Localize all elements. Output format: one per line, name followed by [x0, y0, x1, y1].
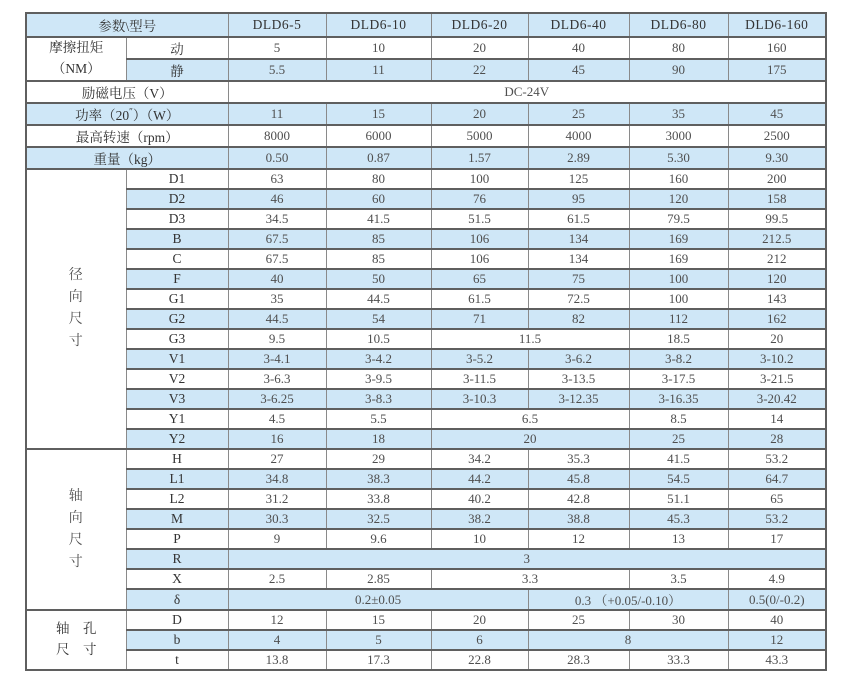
value-cell: 10.5 [326, 329, 431, 349]
model-header: DLD6-40 [528, 13, 629, 37]
table-row [26, 329, 826, 349]
value-cell: 125 [528, 169, 629, 189]
value-cell: 20 [431, 610, 528, 630]
value-cell: 79.5 [629, 209, 728, 229]
value-cell: 43.3 [728, 650, 826, 670]
value-cell: 12 [228, 610, 326, 630]
row-label-cell: B [126, 229, 228, 249]
value-cell: 46 [228, 189, 326, 209]
value-cell: 40.2 [431, 489, 528, 509]
value-cell: 12 [728, 630, 826, 650]
value-cell: 41.5 [326, 209, 431, 229]
row-label-weight: 重量（kg） [26, 147, 228, 169]
value-cell: 44.5 [228, 309, 326, 329]
value-cell: 5 [228, 37, 326, 59]
table-row [26, 389, 826, 409]
value-cell: 120 [728, 269, 826, 289]
row-label-cell: R [126, 549, 228, 569]
value-cell: 3-13.5 [528, 369, 629, 389]
row-label-cell: L1 [126, 469, 228, 489]
value-cell: 160 [629, 169, 728, 189]
header-row [26, 13, 826, 37]
value-cell: 3-8.3 [326, 389, 431, 409]
row-label-max-speed: 最高转速（rpm） [26, 125, 228, 147]
value-cell: 25 [629, 429, 728, 449]
value-cell: 40 [228, 269, 326, 289]
value-cell: 41.5 [629, 449, 728, 469]
value-cell: 22 [431, 59, 528, 81]
value-cell: 0.2±0.05 [228, 589, 528, 610]
value-cell: 12 [528, 529, 629, 549]
row-label-cell: Y2 [126, 429, 228, 449]
value-cell: 54 [326, 309, 431, 329]
value-cell: 17 [728, 529, 826, 549]
value-cell: 3-4.1 [228, 349, 326, 369]
table-row [26, 369, 826, 389]
table-row [26, 489, 826, 509]
model-header: DLD6-20 [431, 13, 528, 37]
model-header: DLD6-10 [326, 13, 431, 37]
row-label-cell: V3 [126, 389, 228, 409]
value-cell: 3-17.5 [629, 369, 728, 389]
table-row [26, 449, 826, 469]
voltage-value: DC-24V [228, 81, 826, 103]
value-cell: 28.3 [528, 650, 629, 670]
value-cell: 18.5 [629, 329, 728, 349]
value-cell: 32.5 [326, 509, 431, 529]
value-cell: 162 [728, 309, 826, 329]
value-cell: 22.8 [431, 650, 528, 670]
value-cell: 25 [528, 610, 629, 630]
table-row [26, 289, 826, 309]
value-cell: 2.89 [528, 147, 629, 169]
value-cell: 35.3 [528, 449, 629, 469]
table-row [26, 81, 826, 103]
value-cell: 53.2 [728, 449, 826, 469]
value-cell: 6.5 [431, 409, 629, 429]
value-cell: 169 [629, 229, 728, 249]
value-cell: 6000 [326, 125, 431, 147]
model-header: DLD6-160 [728, 13, 826, 37]
value-cell: 35 [228, 289, 326, 309]
value-cell: 85 [326, 229, 431, 249]
value-cell: 10 [326, 37, 431, 59]
value-cell: 3-11.5 [431, 369, 528, 389]
value-cell: 8.5 [629, 409, 728, 429]
value-cell: 44.5 [326, 289, 431, 309]
value-cell: 160 [728, 37, 826, 59]
value-cell: 2.85 [326, 569, 431, 589]
row-label-cell: D3 [126, 209, 228, 229]
value-cell: 9.6 [326, 529, 431, 549]
value-cell: 9 [228, 529, 326, 549]
row-label-cell: C [126, 249, 228, 269]
row-label-cell: G2 [126, 309, 228, 329]
row-label-cell: δ [126, 589, 228, 610]
value-cell: 17.3 [326, 650, 431, 670]
table-row [26, 589, 826, 610]
value-cell: 29 [326, 449, 431, 469]
model-header: DLD6-80 [629, 13, 728, 37]
value-cell: 0.87 [326, 147, 431, 169]
value-cell: 106 [431, 229, 528, 249]
value-cell: 134 [528, 249, 629, 269]
value-cell: 15 [326, 103, 431, 125]
row-label-cell: Y1 [126, 409, 228, 429]
row-label-cell: G1 [126, 289, 228, 309]
table-row [26, 309, 826, 329]
value-cell: 3-12.35 [528, 389, 629, 409]
value-cell: 45.8 [528, 469, 629, 489]
table-row [26, 569, 826, 589]
value-cell: 33.3 [629, 650, 728, 670]
value-cell: 143 [728, 289, 826, 309]
value-cell: 0.5(0/-0.2) [728, 589, 826, 610]
value-cell: 8 [528, 630, 728, 650]
value-cell: 60 [326, 189, 431, 209]
row-label-cell: V1 [126, 349, 228, 369]
value-cell: 63 [228, 169, 326, 189]
table-row [26, 147, 826, 169]
value-cell: 99.5 [728, 209, 826, 229]
value-cell: 5.5 [228, 59, 326, 81]
value-cell: 13.8 [228, 650, 326, 670]
value-cell: 120 [629, 189, 728, 209]
value-cell: 106 [431, 249, 528, 269]
value-cell: 212.5 [728, 229, 826, 249]
value-cell: 61.5 [431, 289, 528, 309]
value-cell: 65 [728, 489, 826, 509]
value-cell: 20 [728, 329, 826, 349]
value-cell: 34.5 [228, 209, 326, 229]
row-label-cell: L2 [126, 489, 228, 509]
value-cell: 67.5 [228, 249, 326, 269]
table-row [26, 59, 826, 81]
value-cell: 100 [629, 289, 728, 309]
table-row [26, 509, 826, 529]
row-label-power: 功率（20″）（W） [26, 103, 228, 125]
table-row [26, 249, 826, 269]
row-label-cell: D2 [126, 189, 228, 209]
value-cell: 35 [629, 103, 728, 125]
value-cell: 9.30 [728, 147, 826, 169]
value-cell: 80 [326, 169, 431, 189]
value-cell: 3-10.3 [431, 389, 528, 409]
corner-header: 参数\型号 [26, 13, 228, 37]
table-row [26, 630, 826, 650]
value-cell: 45 [528, 59, 629, 81]
row-label-cell: D [126, 610, 228, 630]
value-cell: 200 [728, 169, 826, 189]
value-cell: 72.5 [528, 289, 629, 309]
value-cell: 28 [728, 429, 826, 449]
row-label-cell: V2 [126, 369, 228, 389]
row-label-dynamic: 动 [126, 37, 228, 59]
section-label-axial-dimensions: 轴 向 尺 寸 [26, 449, 126, 610]
table-row [26, 650, 826, 670]
table-row [26, 409, 826, 429]
row-label-cell: D1 [126, 169, 228, 189]
table-row [26, 103, 826, 125]
value-cell: 65 [431, 269, 528, 289]
value-cell: 90 [629, 59, 728, 81]
value-cell: 3-9.5 [326, 369, 431, 389]
value-cell: 33.8 [326, 489, 431, 509]
value-cell: 16 [228, 429, 326, 449]
value-cell: 3-5.2 [431, 349, 528, 369]
value-cell: 9.5 [228, 329, 326, 349]
row-label-excitation-voltage: 励磁电压（V） [26, 81, 228, 103]
value-cell: 25 [528, 103, 629, 125]
table-row [26, 37, 826, 59]
spec-table-body [26, 13, 826, 670]
value-cell: 18 [326, 429, 431, 449]
value-cell: 30 [629, 610, 728, 630]
value-cell: 0.3 （+0.05/-0.10） [528, 589, 728, 610]
table-row [26, 209, 826, 229]
value-cell: 100 [629, 269, 728, 289]
value-cell: 3.5 [629, 569, 728, 589]
row-label-cell: b [126, 630, 228, 650]
value-cell: 51.5 [431, 209, 528, 229]
value-cell: 75 [528, 269, 629, 289]
value-cell: 112 [629, 309, 728, 329]
row-label-cell: F [126, 269, 228, 289]
table-row [26, 189, 826, 209]
value-cell: 38.2 [431, 509, 528, 529]
section-label-radial-dimensions: 径 向 尺 寸 [26, 169, 126, 449]
value-cell: 30.3 [228, 509, 326, 529]
table-row [26, 229, 826, 249]
value-cell: 64.7 [728, 469, 826, 489]
value-cell: 5 [326, 630, 431, 650]
value-cell: 3-6.3 [228, 369, 326, 389]
value-cell: 13 [629, 529, 728, 549]
value-cell: 38.3 [326, 469, 431, 489]
value-cell: 14 [728, 409, 826, 429]
value-cell: 4 [228, 630, 326, 650]
value-cell: 3-20.42 [728, 389, 826, 409]
value-cell: 10 [431, 529, 528, 549]
value-cell: 5.5 [326, 409, 431, 429]
value-cell: 38.8 [528, 509, 629, 529]
value-cell: 3-8.2 [629, 349, 728, 369]
value-cell: 76 [431, 189, 528, 209]
spec-table [25, 12, 827, 671]
row-label-friction-torque: 摩擦扭矩 （NM） [26, 37, 126, 81]
value-cell: 3-6.2 [528, 349, 629, 369]
value-cell: 8000 [228, 125, 326, 147]
value-cell: 31.2 [228, 489, 326, 509]
row-label-cell: P [126, 529, 228, 549]
value-cell: 44.2 [431, 469, 528, 489]
value-cell: 51.1 [629, 489, 728, 509]
model-header: DLD6-5 [228, 13, 326, 37]
table-row [26, 429, 826, 449]
row-label-cell: t [126, 650, 228, 670]
value-cell: 40 [728, 610, 826, 630]
value-cell: 175 [728, 59, 826, 81]
value-cell: 100 [431, 169, 528, 189]
value-cell: 0.50 [228, 147, 326, 169]
row-label-cell: X [126, 569, 228, 589]
value-cell: 40 [528, 37, 629, 59]
value-cell: 3-10.2 [728, 349, 826, 369]
table-row [26, 169, 826, 189]
value-cell: 95 [528, 189, 629, 209]
row-label-cell: H [126, 449, 228, 469]
value-cell: 11.5 [431, 329, 629, 349]
value-cell: 45.3 [629, 509, 728, 529]
value-cell: 3-21.5 [728, 369, 826, 389]
value-cell: 3-16.35 [629, 389, 728, 409]
section-label-shaft-hole-dimensions: 轴 孔 尺 寸 [26, 610, 126, 670]
value-cell: 134 [528, 229, 629, 249]
value-cell: 3.3 [431, 569, 629, 589]
value-cell: 20 [431, 103, 528, 125]
value-cell: 11 [228, 103, 326, 125]
value-cell: 67.5 [228, 229, 326, 249]
value-cell: 82 [528, 309, 629, 329]
value-cell: 3000 [629, 125, 728, 147]
value-cell: 3-6.25 [228, 389, 326, 409]
value-cell: 5000 [431, 125, 528, 147]
value-cell: 212 [728, 249, 826, 269]
value-cell: 42.8 [528, 489, 629, 509]
table-row [26, 529, 826, 549]
value-cell: 85 [326, 249, 431, 269]
value-cell: 6 [431, 630, 528, 650]
value-cell: 34.2 [431, 449, 528, 469]
value-cell: 2500 [728, 125, 826, 147]
table-row [26, 125, 826, 147]
value-cell: 54.5 [629, 469, 728, 489]
value-cell: 61.5 [528, 209, 629, 229]
value-cell: 50 [326, 269, 431, 289]
value-cell: 11 [326, 59, 431, 81]
value-cell: 80 [629, 37, 728, 59]
value-cell: 169 [629, 249, 728, 269]
value-cell: 3-4.2 [326, 349, 431, 369]
value-cell: 20 [431, 37, 528, 59]
value-cell: 4.5 [228, 409, 326, 429]
value-cell: 20 [431, 429, 629, 449]
value-cell: 71 [431, 309, 528, 329]
value-cell: 2.5 [228, 569, 326, 589]
row-label-static: 静 [126, 59, 228, 81]
table-row [26, 610, 826, 630]
value-cell: 4.9 [728, 569, 826, 589]
value-cell: 4000 [528, 125, 629, 147]
value-cell: 1.57 [431, 147, 528, 169]
value-cell: 5.30 [629, 147, 728, 169]
value-cell: 158 [728, 189, 826, 209]
value-cell: 34.8 [228, 469, 326, 489]
row-label-cell: M [126, 509, 228, 529]
value-cell: 27 [228, 449, 326, 469]
value-cell: 45 [728, 103, 826, 125]
table-row [26, 549, 826, 569]
table-row [26, 349, 826, 369]
value-cell: 15 [326, 610, 431, 630]
value-cell: 3 [228, 549, 826, 569]
table-row [26, 269, 826, 289]
row-label-cell: G3 [126, 329, 228, 349]
value-cell: 53.2 [728, 509, 826, 529]
table-row [26, 469, 826, 489]
